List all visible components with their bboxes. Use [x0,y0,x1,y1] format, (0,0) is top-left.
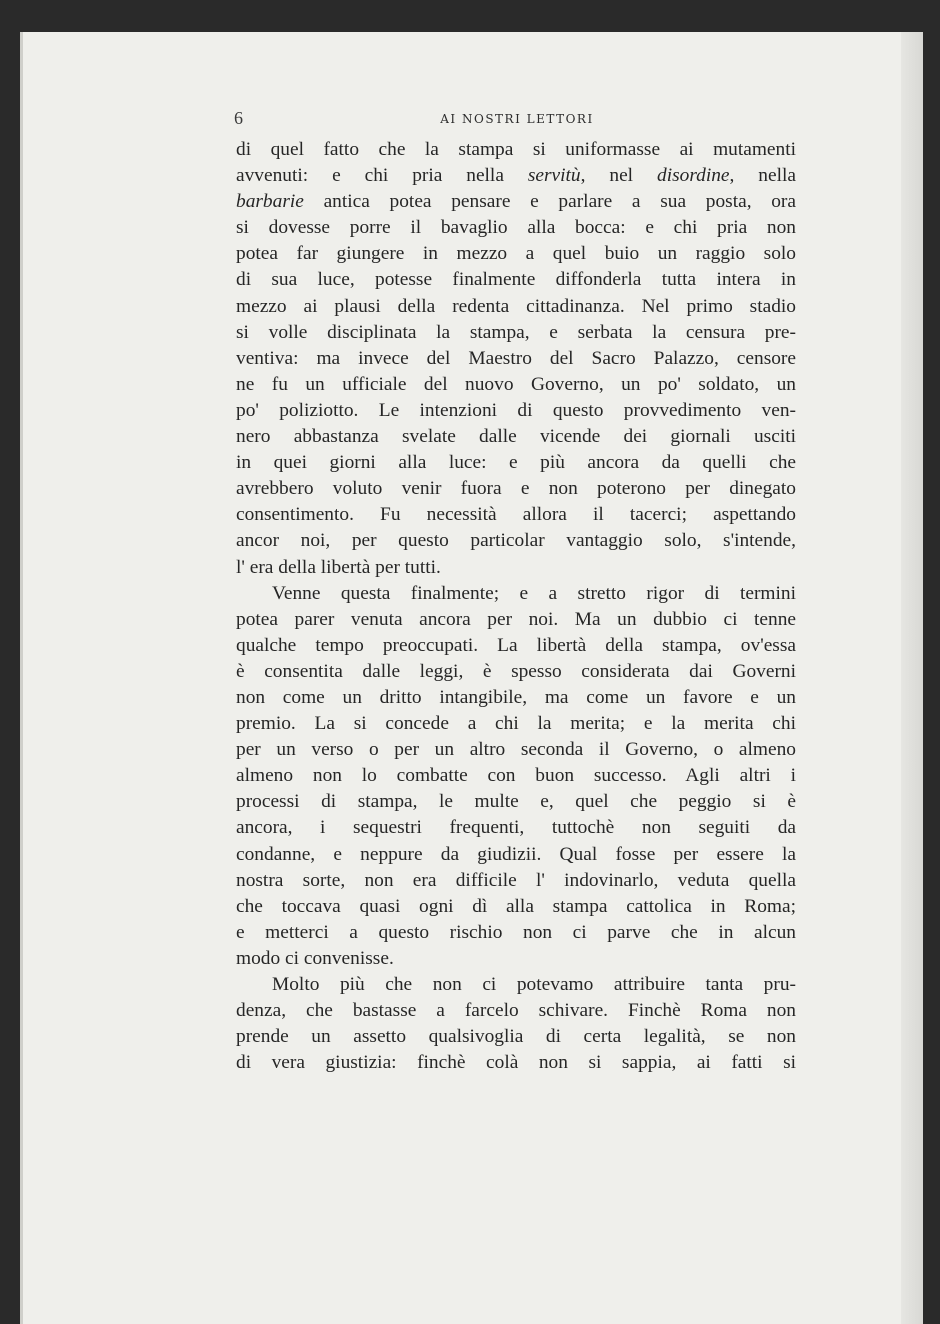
text-line: ne fu un ufficiale del nuovo Governo, un po' soldato, un [236,373,796,395]
text-line: prende un assetto qualsivoglia di certa legalità, se non [236,1026,796,1048]
page-number: 6 [234,108,243,128]
text-line: modo ci convenisse. [236,947,394,969]
text-line: di sua luce, potesse finalmente diffonderla tutta intera in [236,269,796,291]
text-line: potea far giungere in mezzo a quel buio un raggio solo [236,243,796,265]
running-head: AI NOSTRI LETTORI [440,112,594,126]
text-line: potea parer venuta ancora per noi. Ma un dubbio ci tenne [236,608,796,630]
text-line: qualche tempo preoccupati. La libertà della stampa, ov'essa [236,634,796,656]
text-line: di quel fatto che la stampa si uniformasse ai mutamenti [236,139,796,160]
text-line: ventiva: ma invece del Maestro del Sacro Palazzo, censore [236,347,796,369]
text-line: che toccava quasi ogni dì alla stampa cattolica in Roma; [236,895,796,917]
text-line: Molto più che non ci potevamo attribuire tanta pru- [272,974,796,995]
text-line: avrebbero voluto venir fuora e non poterono per dinegato [236,478,796,500]
text-line: Venne questa finalmente; e a stretto rigor di termini [272,582,796,604]
text-line: si dovesse porre il bavaglio alla bocca: e chi pria non [236,217,796,239]
text-line: denza, che bastasse a farcelo schivare. Finchè Roma non [236,1000,796,1022]
text-line: nero abbastanza svelate dalle vicende dei giornali usciti [236,426,796,448]
text-line: processi di stampa, le multe e, quel che peggio si è [236,791,796,813]
text-line: nostra sorte, non era difficile l' indovinarlo, veduta quella [236,869,796,891]
page-header [234,108,800,134]
text-line: ancor noi, per questo particolar vantaggio solo, s'intende, [236,530,796,552]
text-line: condanne, e neppure da giudizii. Qual fosse per essere la [236,843,796,865]
body-text [236,137,796,1076]
text-line: di vera giustizia: finchè colà non si sappia, ai fatti si [236,1052,796,1074]
text-line: consentimento. Fu necessità allora il tacerci; aspettando [236,504,796,526]
text-line: non come un dritto intangibile, ma come un favore e un [236,686,796,708]
text-line: e metterci a questo rischio non ci parve che in alcun [236,921,796,943]
text-line: ancora, i sequestri frequenti, tuttochè non seguiti da [236,817,796,839]
text-line: avvenuti: e chi pria nella servitù, nel disordine, nella [236,165,796,187]
text-line: premio. La si concede a chi la merita; e la merita chi [236,713,796,735]
text-line: si volle disciplinata la stampa, e serbata la censura pre- [236,321,796,343]
text-line: po' poliziotto. Le intenzioni di questo provvedimento ven- [236,399,796,421]
text-line: barbarie antica potea pensare e parlare a sua posta, ora [236,191,796,213]
page-edge [901,32,923,1324]
text-line: è consentita dalle leggi, è spesso considerata dai Governi [236,660,796,682]
text-line: almeno non lo combatte con buon successo. Agli altri i [236,765,796,787]
text-line: l' era della libertà per tutti. [236,556,441,578]
text-line: in quei giorni alla luce: e più ancora da quelli che [236,452,796,474]
text-line: per un verso o per un altro seconda il Governo, o almeno [236,739,796,761]
text-line: mezzo ai plausi della redenta cittadinanza. Nel primo stadio [236,295,796,317]
